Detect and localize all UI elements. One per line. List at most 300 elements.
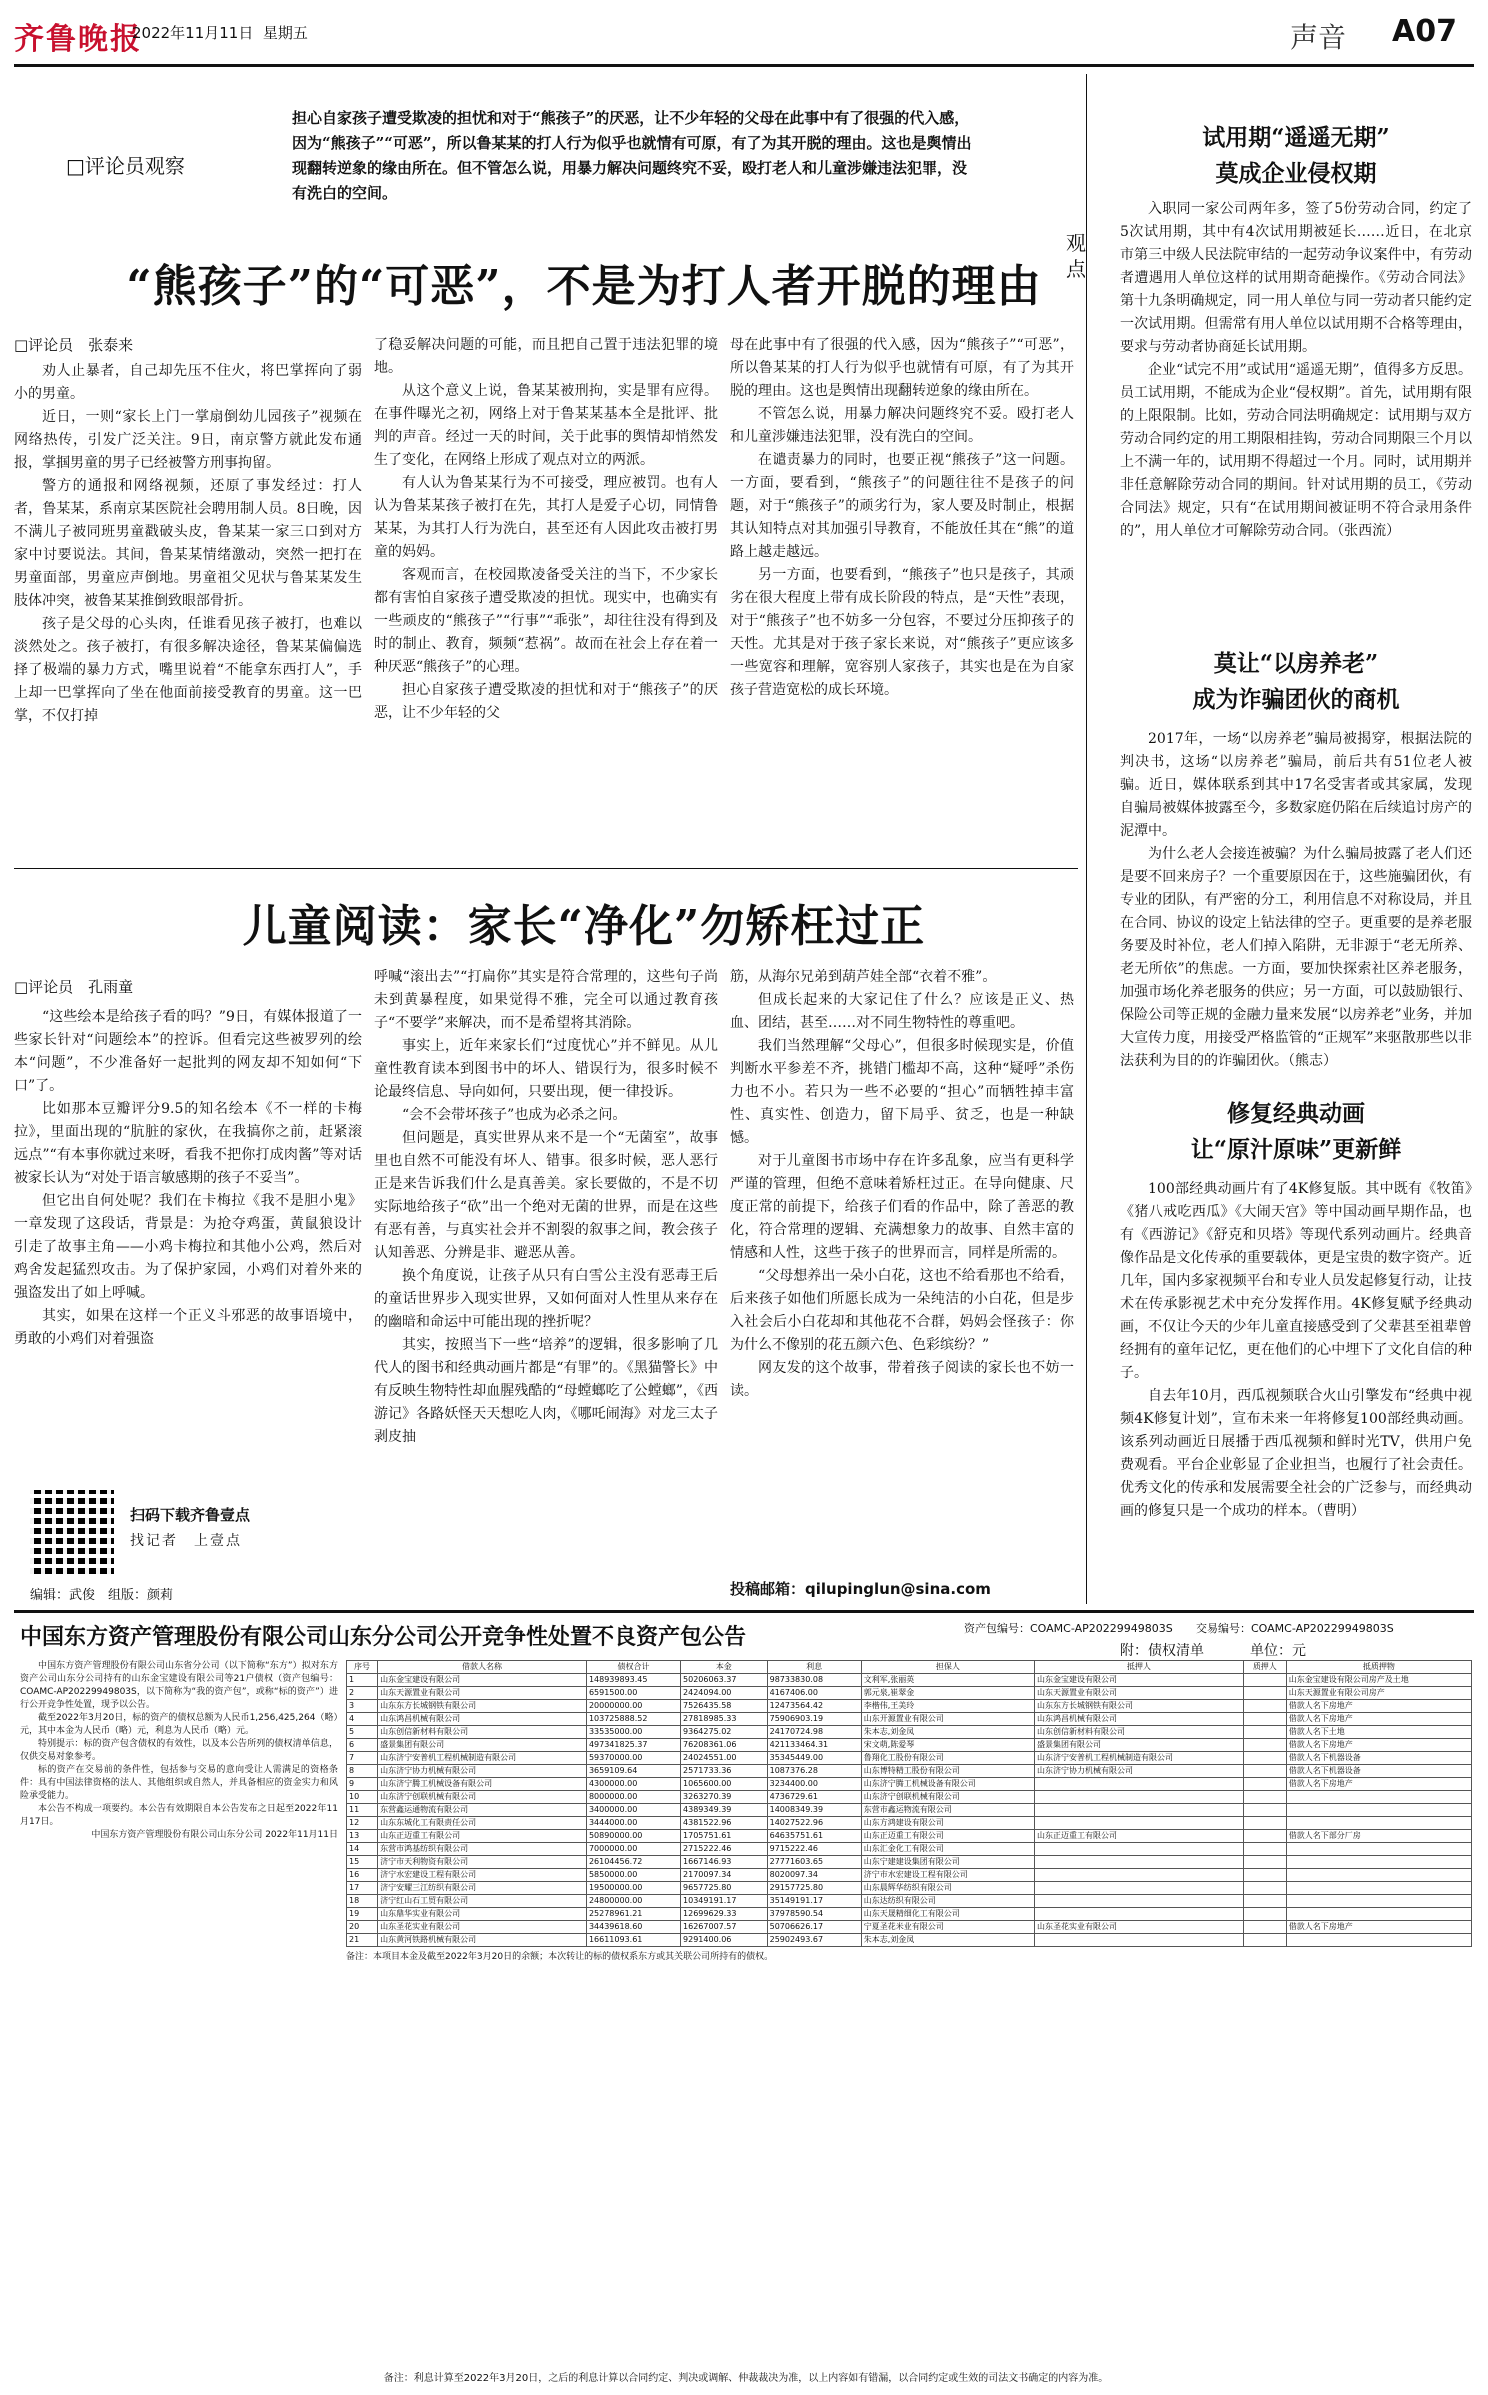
paragraph: 本公告不构成一项要约。本公告有效期限自本公告发布之日起至2022年11月17日。 [20,1804,338,1827]
table-cell: 3263270.39 [681,1791,768,1804]
table-row [347,1765,1472,1778]
table-cell: 14 [347,1843,378,1856]
paragraph: 截至2022年3月20日，标的资产的债权总额为人民币1,256,425,264（略）元，其中本金为人民币（略）元，利息为人民币（略）元。 [20,1713,338,1736]
table-cell: 5 [347,1726,378,1739]
table-cell: 借款人名下房地产 [1286,1739,1471,1752]
table-cell: 山东圣花实业有限公司 [1035,1921,1244,1934]
table-cell: 8020097.34 [767,1869,861,1882]
table-cell: 24800000.00 [586,1895,680,1908]
paragraph: 中国东方资产管理股份有限公司山东省分公司（以下简称“东方”）拟对东方资产公司山东分公司持有的山东金宝建设有限公司等21户债权（资产包编号：COAMC-AP20229949803S，以下简称为“我的资产包”，或称“标的资产”）进行公开竞争性处置，现予以公告。 [20,1661,338,1710]
ad-top-rule [14,1610,1474,1613]
table-cell: 4 [347,1713,378,1726]
article1-col3 [730,334,1074,702]
paragraph: 了稳妥解决问题的可能，而且把自己置于违法犯罪的境地。 [374,337,718,376]
table-cell: 东营鑫运通物流有限公司 [378,1804,587,1817]
table-cell: 24024551.00 [681,1752,768,1765]
table-cell: 24170724.98 [767,1726,861,1739]
ad-title: 中国东方资产管理股份有限公司山东分公司公开竞争性处置不良资产包公告 [20,1625,747,1650]
table-cell: 33535000.00 [586,1726,680,1739]
table-cell [1243,1856,1286,1869]
paragraph: 对于儿童图书市场中存在许多乱象，应当有更科学严谨的管理，但绝不意味着矫枉过正。在导向健康、尺度正常的前提下，给孩子们看的作品中，除了善恶的教化，符合常理的逻辑、充满想象力的故事、自然丰富的情感和人性，这些于孩子的世界而言，同样是所需的。 [730,1153,1074,1261]
column-tag: □评论员观察 [66,154,185,178]
article1-col1 [14,360,362,728]
ad-left-text [20,1660,338,1842]
page-number: A07 [1392,14,1457,49]
paragraph: 为什么老人会接连被骗？为什么骗局披露了老人们还是要不回来房子？一个重要原因在于，这些施骗团伙，有专业的团队，有严密的分工，利用信息不对称设局，并且在合同、协议的设定上钻法律的空子。更重要的是养老服务要及时补位，老人们掉入陷阱，无非源于“老无所养、老无所依”的焦虑。一方面，要加快探索社区养老服务，加强市场化养老服务的供应；另一方面，可以鼓励银行、保险公司等正规的金融力量来发展“以房养老”业务，并加大宣传力度，用接受严格监管的“正规军”来驱散那些以非法获利为目的的诈骗团伙。（熊志） [1120,846,1472,1069]
article2-byline: □评论员 孔雨童 [14,978,134,996]
table-cell: 12473564.42 [767,1700,861,1713]
table-cell [1243,1921,1286,1934]
table-cell: 山东创信新材料有限公司 [1035,1726,1244,1739]
table-cell: 盛景集团有限公司 [1035,1739,1244,1752]
table-cell: 李楷伟,王美玲 [861,1700,1034,1713]
table-cell [1243,1765,1286,1778]
table-cell: 山东济宁协力机械有限公司 [378,1765,587,1778]
table-cell [1243,1791,1286,1804]
article2-headline: 儿童阅读：家长“净化”勿矫枉过正 [242,901,926,952]
table-cell: 山东鸿昌机械有限公司 [1035,1713,1244,1726]
table-cell: 4300000.00 [586,1778,680,1791]
ad-unit: 单位：元 [1250,1643,1306,1659]
intro-summary: 担心自家孩子遭受欺凌的担忧和对于“熊孩子”的厌恶，让不少年轻的父母在此事中有了很强的代入感，因为“熊孩子”“可恶”，所以鲁某某的打人行为似乎也就情有可原，有了为其开脱的理由。这也是舆情出现翻转逆象的缘由所在。但不管怎么说，用暴力解决问题终究不妥，殴打老人和儿童涉嫌违法犯罪，没有洗白的空间。 [292,109,972,202]
table-cell [1035,1882,1244,1895]
paragraph: 劝人止暴者，自己却先压不住火，将巴掌挥向了弱小的男童。 [14,363,362,402]
paragraph: 有人认为鲁某某行为不可接受，理应被罚。也有人认为鲁某某孩子被打在先，其打人是爱子心切，同情鲁某某，为其打人行为洗白，甚至还有人因此攻击被打男童的妈妈。 [374,475,718,560]
table-cell: 14027522.96 [767,1817,861,1830]
table-cell: 济宁安耀三江纺织有限公司 [378,1882,587,1895]
table-cell [1035,1895,1244,1908]
paragraph: 警方的通报和网络视频，还原了事发经过：打人者，鲁某某，系南京某医院社会聘用制人员。8日晚，因不满儿子被同班男童戳破头皮，鲁某某一家三口到对方家中讨要说法。其间，鲁某某情绪激动，突然一把打在男童面部，男童应声倒地。男童祖父见状与鲁某某发生肢体冲突，被鲁某某推倒致眼部骨折。 [14,478,362,609]
top-rule [14,64,1474,67]
table-cell: 山东博特精工股份有限公司 [861,1765,1034,1778]
table-cell: 35345449.00 [767,1752,861,1765]
paragraph: “会不会带坏孩子”也成为必杀之问。 [402,1107,627,1123]
table-cell: 山东金宝建设有限公司 [1035,1674,1244,1687]
qr-subcaption: 找记者 上壹点 [130,1533,242,1549]
paragraph: 其实，如果在这样一个正义斗邪恶的故事语境中，勇敢的小鸡们对着强盗 [14,1308,362,1347]
table-cell [1243,1739,1286,1752]
table-cell: 3234400.00 [767,1778,861,1791]
table-cell [1243,1908,1286,1921]
table-row [347,1674,1472,1687]
table-cell: 山东天晟精细化工有限公司 [861,1908,1034,1921]
paragraph: 网友发的这个故事，带着孩子阅读的家长也不妨一读。 [730,1360,1074,1399]
table-cell: 9 [347,1778,378,1791]
paragraph: “父母想养出一朵小白花，这也不给看那也不给看，后来孩子如他们所愿长成为一朵纯洁的小白花，但是步入社会后小白花却和其他花不合群，妈妈会怪孩子：你为什么不像别的花五颜六色、色彩缤纷？” [730,1268,1074,1353]
table-cell: 借款人名下机器设备 [1286,1752,1471,1765]
table-cell: 19500000.00 [586,1882,680,1895]
table-cell: 103725888.52 [586,1713,680,1726]
table-cell: 9657725.80 [681,1882,768,1895]
header-cell: 质押人 [1243,1661,1286,1674]
header-cell: 本金 [681,1661,768,1674]
table-cell: 借款人名下土地 [1286,1726,1471,1739]
table-cell: 1705751.61 [681,1830,768,1843]
paragraph: 但问题是，真实世界从来不是一个“无菌室”，故事里也自然不可能没有坏人、错事。很多时候，恶人恶行正是来告诉我们什么是真善美。家长要做的，不是不切实际地给孩子“砍”出一个绝对无菌的世界，而是在这些有恶有善，与真实社会并不割裂的叙事之间，教会孩子认知善恶、分辨是非、避恶从善。 [374,1130,718,1261]
paragraph: 换个角度说，让孩子从只有白雪公主没有恶毒王后的童话世界步入现实世界，又如何面对人性里从来存在的幽暗和命运中可能出现的挫折呢？ [374,1268,718,1330]
header-cell: 利息 [767,1661,861,1674]
table-cell [1286,1908,1471,1921]
table-cell: 盛景集团有限公司 [378,1739,587,1752]
table-cell: 27818985.33 [681,1713,768,1726]
header-cell: 债权合计 [586,1661,680,1674]
table-header-row [347,1661,1472,1674]
title-line: 成为诈骗团伙的商机 [1192,686,1400,713]
table-cell: 3444000.00 [586,1817,680,1830]
table-cell: 山东圣花实业有限公司 [378,1921,587,1934]
paragraph: 标的资产在交易前的条件性，包括参与交易的意向受让人需满足的资格条件：具有中国法律资格的法人、其他组织或自然人，并具备相应的资金实力和风险承受能力。 [20,1765,338,1801]
table-cell: 20000000.00 [586,1700,680,1713]
table-cell [1286,1869,1471,1882]
table-cell: 17 [347,1882,378,1895]
paragraph: 特别提示：标的资产包含债权的有效性，以及本公告所列的债权清单信息，仅供交易对象参考。 [20,1739,338,1762]
paragraph: 事实上，近年来家长们“过度忧心”并不鲜见。从儿童性教育读本到图书中的坏人、错误行为，很多时候不论最终信息、导向如何，只要出现，便一律投诉。 [374,1038,718,1100]
table-cell [1286,1882,1471,1895]
article1-byline: □评论员 张泰来 [14,336,134,354]
article2-col1 [14,1006,362,1351]
table-cell: 421133464.31 [767,1739,861,1752]
article2-col3 [730,966,1074,1403]
article2-col2 [374,966,718,1449]
ad-table-body [347,1674,1472,1947]
table-cell: 10349191.17 [681,1895,768,1908]
header-cell: 抵押人 [1035,1661,1244,1674]
table-cell: 4167406.00 [767,1687,861,1700]
table-cell [1243,1674,1286,1687]
ad-note: 备注：本项目本金及截至2022年3月20日的余额；本次转让的标的债权系东方或其关联公司所持有的债权。 [346,1952,774,1962]
table-cell: 26104456.72 [586,1856,680,1869]
header-cell: 序号 [347,1661,378,1674]
table-cell [1035,1791,1244,1804]
table-cell [1243,1700,1286,1713]
table-cell: 4381522.96 [681,1817,768,1830]
table-cell: 山东正迈重工有限公司 [1035,1830,1244,1843]
table-cell: 2170097.34 [681,1869,768,1882]
table-cell: 济宁水宏建设工程有限公司 [378,1869,587,1882]
table-cell: 16611093.61 [586,1934,680,1947]
table-cell: 6 [347,1739,378,1752]
table-cell [1035,1843,1244,1856]
article1-col2 [374,334,718,725]
sidebar-item1-body [1120,198,1472,543]
ad-table [346,1660,1472,1947]
title-line: 试用期“遥遥无期” [1202,124,1390,151]
table-cell: 35149191.17 [767,1895,861,1908]
table-row [347,1856,1472,1869]
table-cell: 山东金宝建设有限公司 [378,1674,587,1687]
table-cell: 山东开源置业有限公司 [861,1713,1034,1726]
paragraph: 从这个意义上说，鲁某某被刑拘，实是罪有应得。在事件曝光之初，网络上对于鲁某某基本全是批评、批判的声音。经过一天的时间，关于此事的舆情却悄然发生了变化，在网络上形成了观点对立的两派。 [374,383,718,468]
table-cell: 山东东城化工有限责任公司 [378,1817,587,1830]
table-cell: 8 [347,1765,378,1778]
table-row [347,1869,1472,1882]
table-cell: 借款人名下房地产 [1286,1713,1471,1726]
table-cell: 10 [347,1791,378,1804]
ad-attachment: 附：债权清单 [1120,1643,1204,1659]
date-text: 2022年11月11日 [132,24,254,42]
table-cell: 山东达纺织有限公司 [861,1895,1034,1908]
table-cell: 25902493.67 [767,1934,861,1947]
article1-headline: “熊孩子”的“可恶”，不是为打人者开脱的理由 [126,261,1042,312]
table-cell: 山东正迈重工有限公司 [861,1830,1034,1843]
paragraph: 筋，从海尔兄弟到葫芦娃全部“衣着不雅”。 [730,969,997,985]
table-row [347,1778,1472,1791]
table-cell: 东营市鑫运物流有限公司 [861,1804,1034,1817]
table-cell [1243,1778,1286,1791]
sidebar-tag: 观点 [1066,231,1086,281]
sidebar-item2-body [1120,728,1472,1073]
section-name: 声音 [1290,21,1347,54]
editor-credit: 编辑：武俊 组版：颜莉 [30,1588,174,1603]
ad-code2: 交易编号：COAMC-AP20229949803S [1196,1622,1394,1635]
table-row [347,1843,1472,1856]
table-cell: 8000000.00 [586,1791,680,1804]
header-cell: 抵质押物 [1286,1661,1471,1674]
table-cell [1035,1804,1244,1817]
table-row [347,1791,1472,1804]
table-cell: 148939893.45 [586,1674,680,1687]
table-cell: 山东济宁腾工机械设备有限公司 [378,1778,587,1791]
masthead-logo: 齐鲁晚报 [14,22,142,57]
table-cell: 4389349.39 [681,1804,768,1817]
table-cell: 1 [347,1674,378,1687]
table-cell: 2571733.36 [681,1765,768,1778]
table-cell: 宋文萌,陈爱琴 [861,1739,1034,1752]
table-row [347,1739,1472,1752]
table-cell: 7000000.00 [586,1843,680,1856]
table-cell [1243,1843,1286,1856]
table-cell: 25278961.21 [586,1908,680,1921]
paragraph: 担心自家孩子遭受欺凌的担忧和对于“熊孩子”的厌恶，让不少年轻的父 [374,682,718,721]
table-cell: 12 [347,1817,378,1830]
table-cell [1286,1843,1471,1856]
table-cell: 18 [347,1895,378,1908]
table-row [347,1921,1472,1934]
header-cell: 担保人 [861,1661,1034,1674]
table-cell: 山东济宁创联机械有限公司 [378,1791,587,1804]
table-cell: 34439618.60 [586,1921,680,1934]
table-cell: 19 [347,1908,378,1921]
table-row [347,1713,1472,1726]
table-cell: 山东济宁创联机械有限公司 [861,1791,1034,1804]
title-line: 让“原汁原味”更新鲜 [1190,1136,1402,1163]
paragraph: 但它出自何处呢？我们在卡梅拉《我不是胆小鬼》一章发现了这段话，背景是：为抢夺鸡蛋，黄鼠狼设计引走了故事主角——小鸡卡梅拉和其他小公鸡，然后对鸡舍发起猛烈攻击。为了保护家园，小鸡们对着外来的强盗发出了如上呼喊。 [14,1193,362,1301]
table-cell: 山东济宁协力机械有限公司 [1035,1765,1244,1778]
table-cell: 75906903.19 [767,1713,861,1726]
paragraph: 100部经典动画片有了4K修复版。其中既有《牧笛》《猪八戒吃西瓜》《大闹天宫》等中国动画早期作品，也有《西游记》《舒克和贝塔》等现代系列动画片。经典音像作品是文化传承的重要载体，更是宝贵的数字资产。近几年，国内多家视频平台和专业人员发起修复行动，让技术在传承影视艺术中充分发挥作用。4K修复赋予经典动画，不仅让今天的少年儿童直接感受到了父辈甚至祖辈曾经拥有的童年记忆，更在他们的心中埋下了文化自信的种子。 [1120,1181,1472,1381]
ad-footer: 备注：利息计算至2022年3月20日，之后的利息计算以合同约定、判决或调解、仲裁裁决为准，以上内容如有错漏，以合同约定或生效的司法文书确定的内容为准。 [383,2373,1109,2384]
table-cell: 20 [347,1921,378,1934]
table-cell: 9715222.46 [767,1843,861,1856]
header-cell: 借款人名称 [378,1661,587,1674]
table-cell [1243,1934,1286,1947]
table-cell: 12699629.33 [681,1908,768,1921]
table-cell: 16 [347,1869,378,1882]
qr-code-icon[interactable] [30,1490,114,1574]
table-cell: 山东济宁安普机工程机械制造有限公司 [378,1752,587,1765]
table-cell: 7 [347,1752,378,1765]
table-cell: 27771603.65 [767,1856,861,1869]
table-cell: 济宁市水宏建设工程有限公司 [861,1869,1034,1882]
table-cell: 1667146.93 [681,1856,768,1869]
table-cell: 山东方鸿建设有限公司 [861,1817,1034,1830]
table-cell: 2715222.46 [681,1843,768,1856]
table-cell: 山东正迈重工有限公司 [378,1830,587,1843]
paragraph: 中国东方资产管理股份有限公司山东分公司 2022年11月11日 [91,1830,338,1840]
table-cell: 山东鼎华实业有限公司 [378,1908,587,1921]
table-cell: 借款人名下房地产 [1286,1700,1471,1713]
table-cell: 鲁翔化工股份有限公司 [861,1752,1034,1765]
table-cell: 朱本志,刘金凤 [861,1726,1034,1739]
table-cell: 50706626.17 [767,1921,861,1934]
paragraph: “这些绘本是给孩子看的吗？”9日，有媒体报道了一些家长针对“问题绘本”的控诉。但看完这些被罗列的绘本“问题”，不少准备好一起批判的网友却不知如何“下口”了。 [14,1009,362,1094]
table-cell: 借款人名下房地产 [1286,1778,1471,1791]
table-cell: 山东济宁安普机工程机械制造有限公司 [1035,1752,1244,1765]
table-cell: 济宁市天利物资有限公司 [378,1856,587,1869]
table-cell: 山东天源置业有限公司房产 [1286,1687,1471,1700]
table-cell [1286,1895,1471,1908]
table-cell: 济宁红山石工贸有限公司 [378,1895,587,1908]
paragraph: 入职同一家公司两年多，签了5份劳动合同，约定了5次试用期，其中有4次试用期被延长……近日，在北京市第三中级人民法院审结的一起劳动争议案件中，有劳动者遭遇用人单位这样的试用期奇葩操作。《劳动合同法》第十九条明确规定，同一用人单位与同一劳动者只能约定一次试用期。但需常有用人单位以试用期不合格等理由，要求与劳动者协商延长试用期。 [1120,201,1472,355]
table-cell [1243,1726,1286,1739]
table-row [347,1882,1472,1895]
table-row [347,1817,1472,1830]
table-cell: 3659109.64 [586,1765,680,1778]
table-cell [1243,1882,1286,1895]
table-cell [1286,1817,1471,1830]
submission-email[interactable]: 投稿邮箱：qilupinglun@sina.com [730,1580,991,1598]
table-cell: 2424094.00 [681,1687,768,1700]
table-cell [1286,1804,1471,1817]
title-line: 莫成企业侵权期 [1215,160,1377,187]
table-cell [1035,1934,1244,1947]
table-cell: 29157725.80 [767,1882,861,1895]
paragraph: 母在此事中有了很强的代入感，因为“熊孩子”“可恶”，所以鲁某某的打人行为似乎也就情有可原，有了为其开脱的理由。这也是舆情出现翻转逆象的缘由所在。 [730,337,1074,399]
table-cell [1243,1869,1286,1882]
table-cell [1286,1934,1471,1947]
table-cell [1243,1817,1286,1830]
paragraph: 2017年，一场“以房养老”骗局被揭穿，根据法院的判决书，这场“以房养老”骗局，前后共有51位老人被骗。近日，媒体联系到其中17名受害者或其家属，发现自骗局被媒体披露至今，多数家庭仍陷在后续追讨房产的泥潭中。 [1120,731,1472,839]
weekday-text: 星期五 [262,24,308,42]
table-cell: 山东黄河铁路机械有限公司 [378,1934,587,1947]
table-cell: 文利军,张丽英 [861,1674,1034,1687]
table-cell: 山东金宝建设有限公司房产及土地 [1286,1674,1471,1687]
table-cell: 6591500.00 [586,1687,680,1700]
table-cell [1243,1687,1286,1700]
article-divider [14,868,1078,869]
table-cell: 5850000.00 [586,1869,680,1882]
paragraph: 不管怎么说，用暴力解决问题终究不妥。殴打老人和儿童涉嫌违法犯罪，没有洗白的空间。 [730,406,1074,445]
table-cell: 东营市鸿基纺织有限公司 [378,1843,587,1856]
table-cell: 59370000.00 [586,1752,680,1765]
table-cell [1243,1830,1286,1843]
table-cell: 11 [347,1804,378,1817]
table-cell: 山东东方长城钢铁有限公司 [378,1700,587,1713]
table-cell: 9291400.06 [681,1934,768,1947]
title-line: 修复经典动画 [1227,1100,1365,1127]
table-cell [1035,1778,1244,1791]
table-row [347,1687,1472,1700]
table-row [347,1752,1472,1765]
table-cell: 山东汇金化工有限公司 [861,1843,1034,1856]
table-row [347,1700,1472,1713]
table-row [347,1804,1472,1817]
table-cell: 借款人名下房地产 [1286,1921,1471,1934]
table-row [347,1726,1472,1739]
paragraph: 客观而言，在校园欺凌备受关注的当下，不少家长都有害怕自家孩子遭受欺凌的担忧。现实中，也确实有一些顽皮的“熊孩子”“行事”“乖张”，却往往没有得到及时的制止、教育，频频“惹祸”。故而在社会上存在着一种厌恶“熊孩子”的心理。 [374,567,718,675]
table-cell: 借款人名下机器设备 [1286,1765,1471,1778]
sidebar-item3-title [1120,1096,1472,1168]
paragraph: 另一方面，也要看到，“熊孩子”也只是孩子，其顽劣在很大程度上带有成长阶段的特点，是“天性”表现，对于“熊孩子”也不妨多一分包容，不要过分压抑孩子的天性。尤其是对于孩子家长来说，对“熊孩子”更应该多一些宽容和理解，宽容别人家孩子，其实也是在为自家孩子营造宽松的成长环境。 [730,567,1074,698]
table-cell [1035,1817,1244,1830]
table-cell: 16267007.57 [681,1921,768,1934]
column-divider [1086,74,1087,1604]
sidebar-item3-body [1120,1178,1472,1523]
sidebar-item1-title [1120,120,1472,192]
title-line: 莫让“以房养老” [1213,650,1379,677]
table-cell: 7526435.58 [681,1700,768,1713]
paragraph: 呼喊“滚出去”“打扁你”其实是符合常理的，这些句子尚未到黄暴程度，如果觉得不雅，完全可以通过教育孩子“不要学”来解决，而不是希望将其消除。 [374,969,718,1031]
sidebar-item2-title [1120,646,1472,718]
table-row [347,1908,1472,1921]
table-cell: 山东天源置业有限公司 [378,1687,587,1700]
qr-caption: 扫码下载齐鲁壹点 [130,1506,251,1524]
paragraph: 我们当然理解“父母心”，但很多时候现实是，价值判断水平参差不齐，挑错门槛却不高，这种“疑呼”杀伤力也不小。若只为一些不必要的“担心”而牺牲掉丰富性、真实性、创造力，留下局乎、贫乏，也是一种缺憾。 [730,1038,1074,1146]
table-cell: 2 [347,1687,378,1700]
table-cell: 宁夏圣花米业有限公司 [861,1921,1034,1934]
table-cell: 山东创信新材料有限公司 [378,1726,587,1739]
paragraph: 孩子是父母的心头肉，任谁看见孩子被打，也难以淡然处之。孩子被打，有很多解决途径，鲁某某偏偏选择了极端的暴力方式，嘴里说着“不能拿东西打人”，手上却一巴掌挥向了坐在他面前接受教育的男童。这一巴掌，不仅打掉 [14,616,362,724]
table-row [347,1895,1472,1908]
ad-table-wrap [346,1660,1472,1964]
table-cell: 50890000.00 [586,1830,680,1843]
paragraph: 在谴责暴力的同时，也要正视“熊孩子”这一问题。一方面，要看到，“熊孩子”的问题往往不是孩子的问题，对于“熊孩子”的顽劣行为，家人要及时制止，根据其认知特点对其加强引导教育，不能放任其在“熊”的道路上越走越远。 [730,452,1074,560]
table-cell: 山东宁建建设集团有限公司 [861,1856,1034,1869]
table-cell: 37978590.54 [767,1908,861,1921]
table-cell: 497341825.37 [586,1739,680,1752]
ad-code1: 资产包编号：COAMC-AP20229949803S [964,1622,1173,1635]
table-cell: 山东东方长城钢铁有限公司 [1035,1700,1244,1713]
table-cell: 1087376.28 [767,1765,861,1778]
table-cell [1243,1895,1286,1908]
table-cell: 郭元泉,崔翠金 [861,1687,1034,1700]
table-cell: 76208361.06 [681,1739,768,1752]
table-cell: 15 [347,1856,378,1869]
table-cell: 3 [347,1700,378,1713]
table-cell: 4736729.61 [767,1791,861,1804]
table-cell: 50206063.37 [681,1674,768,1687]
table-cell: 山东晨辉华纺织有限公司 [861,1882,1034,1895]
paragraph: 比如那本豆瓣评分9.5的知名绘本《不一样的卡梅拉》，里面出现的“肮脏的家伙，在我搞你之前，赶紧滚远点”“有本事你就过来呀，看我不把你打成肉酱”等对话被家长认为“对处于语言敏感期的孩子不妥当”。 [14,1101,362,1186]
table-cell: 14008349.39 [767,1804,861,1817]
table-cell: 山东济宁腾工机械设备有限公司 [861,1778,1034,1791]
table-cell: 13 [347,1830,378,1843]
paragraph: 近日，一则“家长上门一掌扇倒幼儿园孩子”视频在网络热传，引发广泛关注。9日，南京警方就此发布通报，掌掴男童的男子已经被警方刑事拘留。 [14,409,362,471]
table-cell [1243,1713,1286,1726]
table-cell [1243,1752,1286,1765]
paragraph: 企业“试完不用”或试用“遥遥无期”，值得多方反思。员工试用期，不能成为企业“侵权期”。首先，试用期有限的上限限制。比如，劳动合同法明确规定：试用期与双方劳动合同约定的用工期限相挂钩，劳动合同期限三个月以上不满一年的，试用期不得超过一个月。同时，试用期并非任意解除劳动合同的期间。针对试用期的员工，《劳动合同法》规定，只有“在试用期间被证明不符合录用条件的”，用人单位才可解除劳动合同。（张西流） [1120,362,1472,539]
table-cell: 朱本志,刘金凤 [861,1934,1034,1947]
table-cell: 山东天源置业有限公司 [1035,1687,1244,1700]
table-row [347,1934,1472,1947]
table-cell: 借款人名下部分厂房 [1286,1830,1471,1843]
table-cell [1243,1804,1286,1817]
table-cell [1035,1869,1244,1882]
table-cell [1286,1791,1471,1804]
table-cell: 1065600.00 [681,1778,768,1791]
table-cell [1286,1856,1471,1869]
table-cell [1035,1856,1244,1869]
